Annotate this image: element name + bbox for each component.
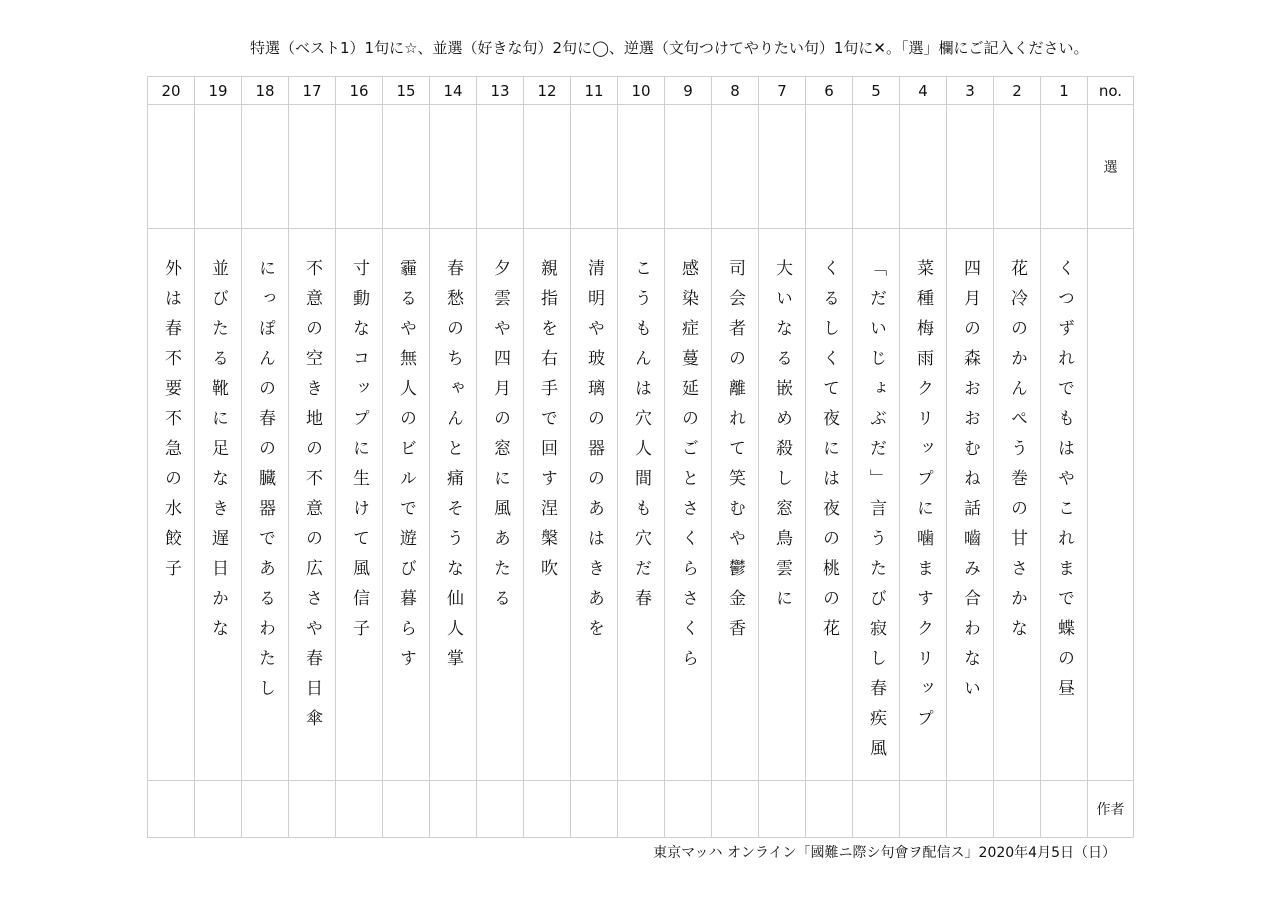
haiku-cell (430, 229, 477, 781)
haiku-cell (712, 229, 759, 781)
selection-cell[interactable] (571, 105, 618, 229)
haiku-text: くるしくて夜には夜の桃の花 (819, 259, 839, 649)
haiku-number: 10 (618, 77, 665, 105)
haiku-number: 9 (665, 77, 712, 105)
author-row (148, 781, 1134, 838)
haiku-number: 15 (383, 77, 430, 105)
haiku-cell (618, 229, 665, 781)
number-label: no. (1088, 77, 1134, 105)
haiku-text: 清明や玻璃の器のあはきあを (584, 259, 604, 649)
haiku-cell (383, 229, 430, 781)
selection-cell[interactable] (524, 105, 571, 229)
haiku-cell (148, 229, 195, 781)
haiku-text: 外は春不要不急の水餃子 (161, 259, 181, 589)
author-cell[interactable] (618, 781, 665, 838)
author-label: 作者 (1088, 781, 1134, 838)
selection-cell[interactable] (1041, 105, 1088, 229)
haiku-text: 霾るや無人のビルで遊び暮らす (396, 259, 416, 679)
author-cell[interactable] (336, 781, 383, 838)
haiku-number: 3 (947, 77, 994, 105)
author-cell[interactable] (665, 781, 712, 838)
selection-cell[interactable] (665, 105, 712, 229)
voting-sheet (147, 76, 1134, 838)
author-cell[interactable] (994, 781, 1041, 838)
haiku-cell (571, 229, 618, 781)
haiku-text: 春愁のちゃんと痛そうな仙人掌 (443, 259, 463, 679)
selection-cell[interactable] (994, 105, 1041, 229)
haiku-text: 司会者の離れて笑むや鬱金香 (725, 259, 745, 649)
number-row (148, 77, 1134, 105)
selection-cell[interactable] (383, 105, 430, 229)
author-cell[interactable] (524, 781, 571, 838)
selection-row (148, 105, 1134, 229)
haiku-number: 18 (242, 77, 289, 105)
haiku-text: 並びたる靴に足なき遅日かな (208, 259, 228, 649)
haiku-text: 親指を右手で回す涅槃吹 (537, 259, 557, 589)
haiku-text: にっぽんの春の臓器であるわたし (255, 259, 275, 709)
selection-label: 選 (1088, 105, 1134, 229)
haiku-cell (759, 229, 806, 781)
author-cell[interactable] (947, 781, 994, 838)
selection-cell[interactable] (195, 105, 242, 229)
haiku-number: 12 (524, 77, 571, 105)
haiku-text: 感染症蔓延のごとさくらさくら (678, 259, 698, 679)
event-footer: 東京マッハ オンライン「國難ニ際シ句會ヲ配信ス」2020年4月5日（日） (653, 845, 1116, 861)
haiku-number: 11 (571, 77, 618, 105)
author-cell[interactable] (853, 781, 900, 838)
haiku-number: 1 (1041, 77, 1088, 105)
selection-cell[interactable] (336, 105, 383, 229)
haiku-cell (242, 229, 289, 781)
selection-cell[interactable] (900, 105, 947, 229)
haiku-cell (477, 229, 524, 781)
instructions-text: 特選（ベスト1）1句に☆、並選（好きな句）2句に◯、逆選（文句つけてやりたい句）1句に✕。「選」欄にご記入ください。 (250, 39, 1089, 57)
haiku-number: 8 (712, 77, 759, 105)
selection-cell[interactable] (806, 105, 853, 229)
haiku-text: 菜種梅雨クリップに噛ますクリップ (913, 259, 933, 739)
haiku-number: 13 (477, 77, 524, 105)
haiku-number: 4 (900, 77, 947, 105)
haiku-cell (1041, 229, 1088, 781)
haiku-text: 不意の空き地の不意の広さや春日傘 (302, 259, 322, 739)
haiku-text: 寸動なコップに生けて風信子 (349, 259, 369, 649)
author-cell[interactable] (1041, 781, 1088, 838)
author-cell[interactable] (477, 781, 524, 838)
haiku-number: 19 (195, 77, 242, 105)
selection-cell[interactable] (947, 105, 994, 229)
author-cell[interactable] (430, 781, 477, 838)
haiku-cell (336, 229, 383, 781)
haiku-cell (994, 229, 1041, 781)
haiku-cell (947, 229, 994, 781)
haiku-number: 2 (994, 77, 1041, 105)
author-cell[interactable] (900, 781, 947, 838)
haiku-number: 14 (430, 77, 477, 105)
selection-cell[interactable] (289, 105, 336, 229)
haiku-cell (195, 229, 242, 781)
selection-cell[interactable] (430, 105, 477, 229)
selection-cell[interactable] (477, 105, 524, 229)
haiku-label (1088, 229, 1134, 781)
author-cell[interactable] (712, 781, 759, 838)
author-cell[interactable] (383, 781, 430, 838)
author-cell[interactable] (806, 781, 853, 838)
selection-cell[interactable] (712, 105, 759, 229)
author-cell[interactable] (195, 781, 242, 838)
haiku-number: 17 (289, 77, 336, 105)
selection-cell[interactable] (759, 105, 806, 229)
haiku-text: 夕雲や四月の窓に風あたる (490, 259, 510, 619)
author-cell[interactable] (289, 781, 336, 838)
selection-cell[interactable] (148, 105, 195, 229)
haiku-number: 6 (806, 77, 853, 105)
haiku-cell (853, 229, 900, 781)
haiku-cell (665, 229, 712, 781)
haiku-text: 大いなる嵌め殺し窓鳥雲に (772, 259, 792, 619)
haiku-text: くつずれでもはやこれまで蝶の昼 (1054, 259, 1074, 709)
haiku-cell (289, 229, 336, 781)
haiku-row (148, 229, 1134, 781)
author-cell[interactable] (571, 781, 618, 838)
selection-cell[interactable] (242, 105, 289, 229)
author-cell[interactable] (759, 781, 806, 838)
author-cell[interactable] (148, 781, 195, 838)
haiku-text: 花冷のかんぺう巻の甘さかな (1007, 259, 1027, 649)
haiku-number: 7 (759, 77, 806, 105)
haiku-cell (806, 229, 853, 781)
selection-cell[interactable] (853, 105, 900, 229)
haiku-number: 5 (853, 77, 900, 105)
haiku-cell (524, 229, 571, 781)
haiku-number: 16 (336, 77, 383, 105)
haiku-cell (900, 229, 947, 781)
haiku-number: 20 (148, 77, 195, 105)
author-cell[interactable] (242, 781, 289, 838)
selection-cell[interactable] (618, 105, 665, 229)
haiku-text: 四月の森おおむね話嚙み合わない (960, 259, 980, 709)
haiku-text: こうもんは穴人間も穴だ春 (631, 259, 651, 619)
haiku-text: 「だいじょぶだ」言うたび寂し春疾風 (866, 259, 886, 769)
